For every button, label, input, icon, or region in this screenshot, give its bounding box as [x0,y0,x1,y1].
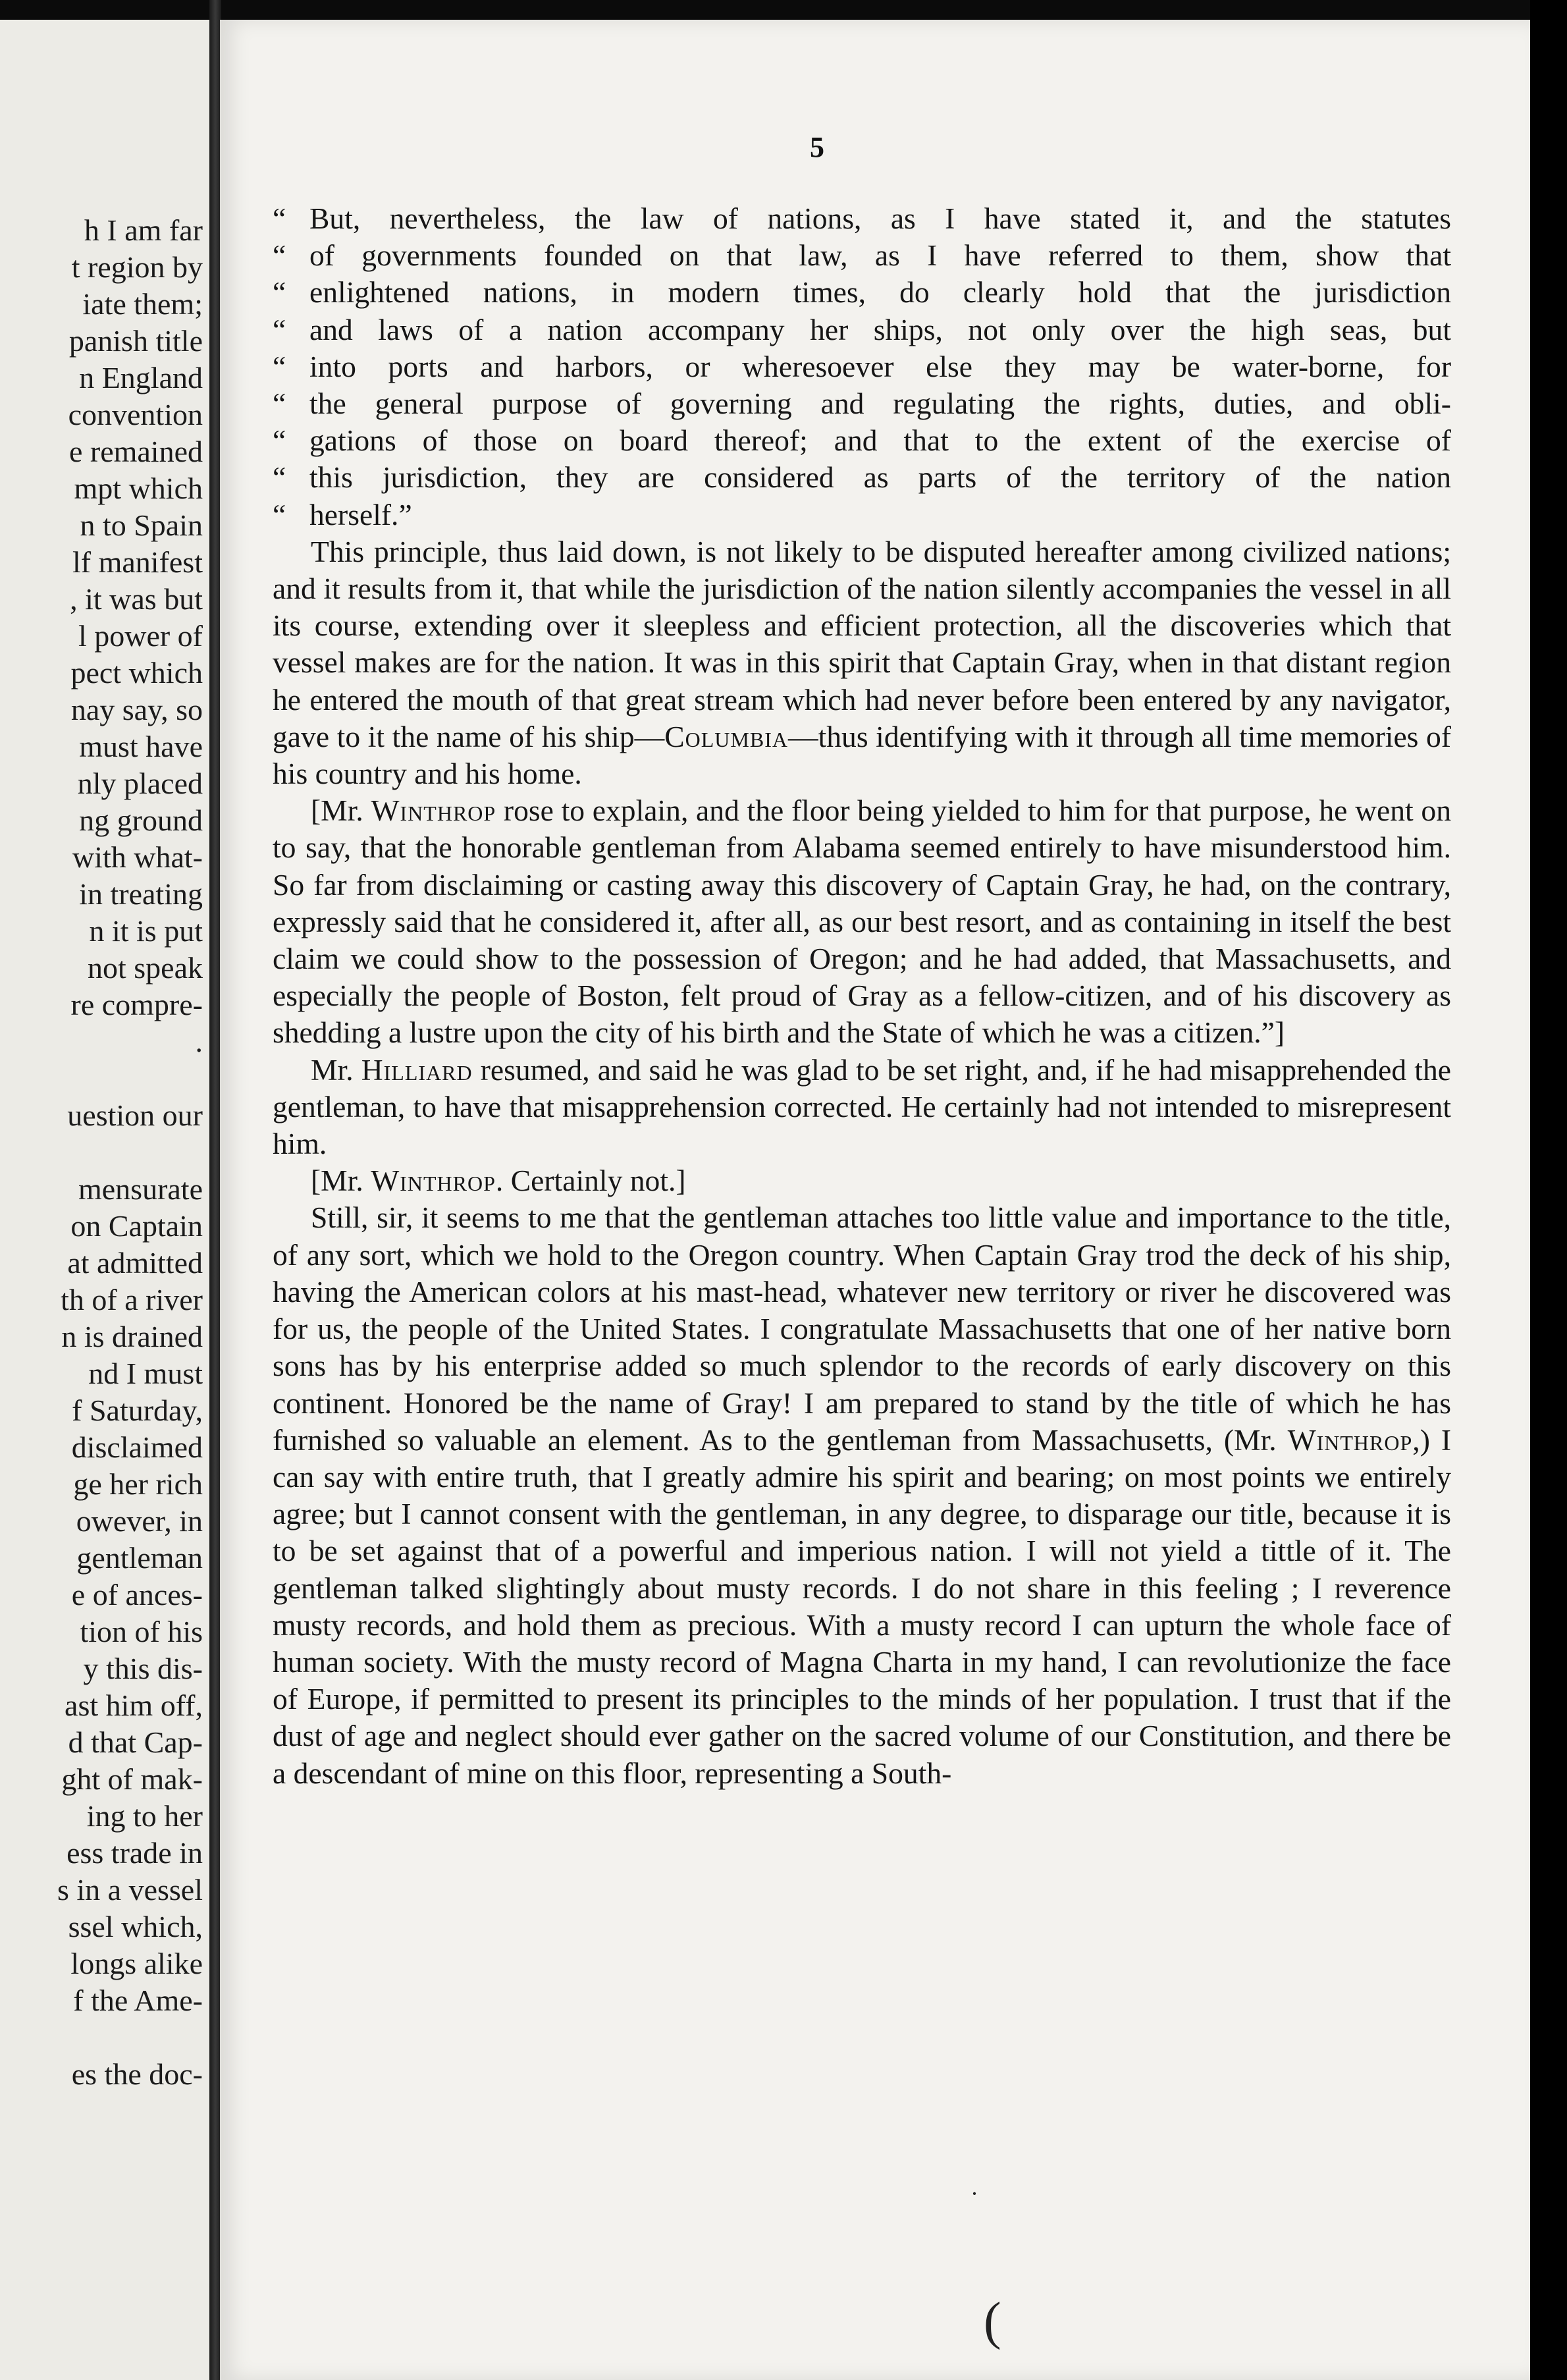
left-page-line: uestion our [67,1098,203,1132]
left-page-line: th of a river [61,1283,203,1316]
left-page-line: longs alike [70,1947,203,1980]
left-page-line: f the Ame- [73,1984,203,2017]
quote-mark: “ [273,202,286,235]
quote-mark: “ [273,460,286,495]
left-page-text-fragments [0,212,203,2093]
paragraph-principle-text: This principle, thus laid down, is not likely to be disputed hereafter among civilized nations; and it results from it, that while the jurisdiction of the nation silently accompanies the vessel in all its course, extending over it sleepless and efficient protection, all the discoveries which that vessel makes are for the nation. It was in this spirit that Captain Gray, when in that distant region he entered the mouth of that great stream which had never before been entered by any navigator, gave to it the name of his ship— [273,534,1451,753]
quote-line [273,459,1451,496]
left-page-line: n England [79,361,203,394]
left-page-line: not speak [87,951,203,985]
paragraph-hilliard-resumed [273,1052,1451,1163]
quote-line-text: into ports and harbors, or wheresoever else they may be water-borne, for [309,349,1451,383]
scan-border [1530,0,1567,2380]
quote-line [273,311,1451,348]
left-page-line: ess trade in [66,1836,203,1870]
paragraph-principle [273,533,1451,792]
quote-line [273,497,1451,533]
paragraph-principle-end: —thus identifying with it through all time memories of his country and his home. [273,719,1451,791]
left-page-line: owever, in [76,1504,203,1538]
paragraph-hilliard-text: resumed, and said he was glad to be set right, and, if he had misapprehended the gentleman, to have that misapprehension corrected. He certainly had not intended to misrepresent him. [273,1052,1451,1161]
left-page-line: tion of his [80,1615,203,1648]
left-page-line: d that Cap- [68,1725,203,1759]
left-page-line: on Captain [70,1209,203,1243]
quote-line [273,200,1451,237]
left-page-line: nly placed [77,767,203,800]
quote-line-text: herself.” [309,497,412,531]
left-page-line: h I am far [84,213,203,247]
speaker-name: Hilliard [361,1052,473,1087]
paragraph-winthrop-text: rose to explain, and the floor being yielded to him for that purpose, he went on to say, that the honorable gentleman from Alabama seemed entirely to have misunderstood him. So far from disclaiming or casting away this discovery of Captain Gray, he had, on the contrary, expressly said that he considered it, after all, as our best resort, and as containing in itself the best claim we could show to the possession of Oregon; and he had added, that Massachusetts, and especially the people of Boston, felt proud of Gray as a fellow-citizen, and of his discovery as shedding a lustre upon the city of his birth and the State of which he was a citizen.”] [273,794,1452,1050]
left-page-line: ing to her [86,1799,203,1833]
right-page [220,20,1530,2380]
quote-mark: “ [273,349,286,383]
quote-mark: “ [273,387,286,421]
quote-line-text: gations of those on board thereof; and that to the extent of the exercise of [309,423,1451,458]
paragraph-still-sir-end: ,) I can say with entire truth, that I greatly admire his spirit and bearing; on most points we entirely agree; but I cannot consent with the gentleman, in any degree, to disparage our title, because it is to be set against that of a powerful and imperious nation. I will not yield a tittle of it. The gentleman talked slightingly about musty records. I do not share in this feeling ; I reverence musty records, and hold them as precious. With a musty record I can upturn the whole face of human society. With the musty record of Magna Charta in my hand, I can revolutionize the face of Europe, if permitted to present its principles to the minds of her population. I trust that if the dust of age and neglect should ever gather on the sacred volume of our Constitution, and there be a descendant of mine on this floor, representing a South- [273,1422,1451,1790]
page-number: 5 [810,131,824,163]
speaker-name: Winthrop [371,794,496,828]
left-page-line: nd I must [88,1357,203,1390]
interjection-text: . Certainly not.] [495,1164,686,1198]
left-page-line: re compre- [70,988,203,1021]
paragraph-still-sir [273,1199,1451,1791]
quote-line [273,274,1451,311]
bracket-open: [Mr. [311,794,371,828]
quote-mark: “ [273,312,286,346]
ship-name: Columbia [664,719,788,753]
left-page-line: es the doc- [71,2057,203,2091]
left-page-line: panish title [68,324,203,358]
speaker-name: Winthrop [1287,1422,1413,1457]
left-page-line: f Saturday, [72,1393,203,1427]
left-page-line: mpt which [74,472,203,505]
quote-line-text: of governments founded on that law, as I have referred to them, show that [309,238,1451,273]
left-page-line: ast him off, [65,1689,203,1722]
left-page-line: iate them; [82,287,203,321]
left-page-fragment [0,20,213,2380]
quote-mark: “ [273,423,286,458]
left-page-line: ge her rich [73,1467,203,1501]
quote-line-text: the general purpose of governing and regulating the rights, duties, and obli- [309,387,1451,421]
left-page-line: with what- [72,840,203,874]
quote-mark: “ [273,238,286,273]
paragraph-still-sir-text: Still, sir, it seems to me that the gentleman attaches too little value and importance to the title, of any sort, which we hold to the Oregon country. When Captain Gray trod the deck of his ship, having the American colors at his mast-head, whatever new territory or river he discovered was for us, the people of the United States. I congratulate Massachusetts that one of her native born sons has by his enterprise added so much splendor to the records of early discovery on this continent. Honored be the name of Gray! I am prepared to stand by the title of which he has furnished so valuable an element. As to the gentleman from Massachusetts, (Mr. [273,1201,1451,1457]
quote-mark: “ [273,497,286,531]
left-page-line: n is drained [61,1320,203,1353]
quote-line [273,422,1451,459]
left-page-line: lf manifest [72,545,203,579]
quote-line [273,385,1451,422]
left-page-line: t region by [71,250,203,284]
ink-speck: · [970,2180,978,2207]
quote-line-text: and laws of a nation accompany her ships, not only over the high seas, but [309,312,1451,346]
left-page-line: ght of mak- [61,1762,203,1796]
ink-mark: ( [984,2292,1001,2350]
left-page-line: e remained [68,435,203,468]
quote-line [273,237,1451,274]
quote-line-text: this jurisdiction, they are considered as parts of the territory of the nation [309,460,1451,495]
quote-line-text: enlightened nations, in modern times, do clearly hold that the jurisdiction [309,275,1451,310]
quote-mark: “ [273,275,286,310]
left-page-line: n it is put [89,914,203,948]
quote-line [273,348,1451,385]
left-page-line: s in a vessel [57,1873,203,1907]
left-page-line: , it was but [70,582,203,616]
quoted-passage [273,200,1451,533]
left-page-line: disclaimed [71,1430,203,1464]
left-page-line [0,2019,203,2056]
left-page-line: in treating [79,877,203,911]
quote-line-text: But, nevertheless, the law of nations, as I have stated it, and the statutes [309,202,1451,235]
left-page-line: ssel which, [68,1910,203,1943]
paragraph-interjection [273,1162,1451,1199]
bracket-open: [Mr. [311,1164,371,1198]
left-page-line: y this dis- [83,1652,203,1685]
left-page-line: at admitted [67,1246,203,1280]
text-column [273,200,1451,1792]
left-page-line: convention [68,398,203,431]
left-page-line [0,1060,203,1097]
speaker-name: Winthrop [371,1164,496,1198]
left-page-line: must have [79,730,203,763]
left-page-line: e of ances- [71,1578,203,1611]
left-page-line: n to Spain [80,508,203,542]
left-page-line: . [195,1025,203,1058]
left-page-line: ng ground [79,803,203,837]
mr-prefix: Mr. [311,1052,361,1087]
paragraph-winthrop-explains [273,792,1451,1051]
left-page-line [0,1134,203,1171]
left-page-line: gentleman [76,1541,203,1575]
left-page-line: pect which [70,656,203,690]
left-page-line: l power of [78,619,203,653]
left-page-line: nay say, so [70,693,203,726]
left-page-line: mensurate [78,1172,203,1206]
